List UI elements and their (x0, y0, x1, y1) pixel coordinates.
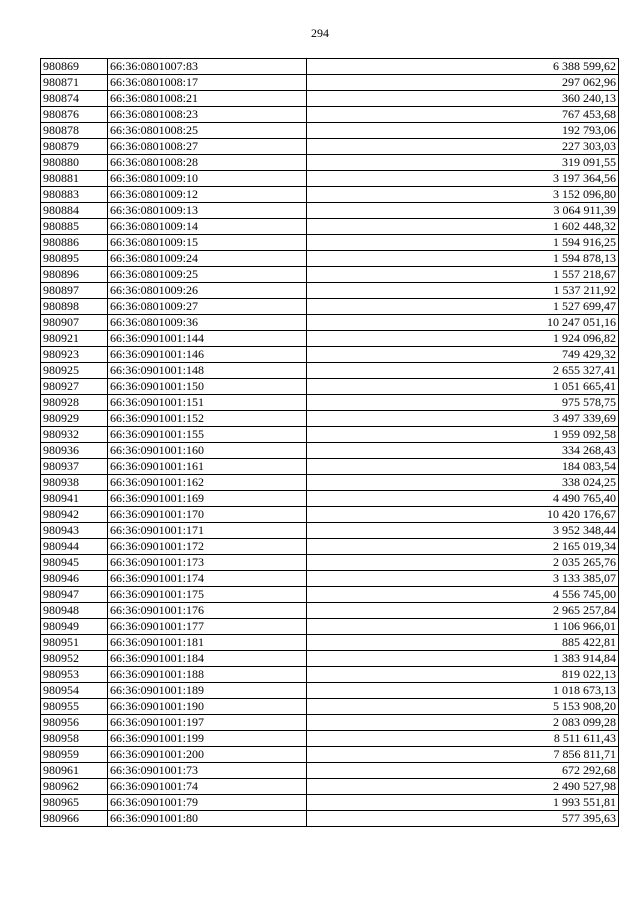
cadastral-number-cell: 66:36:0901001:169 (108, 491, 307, 507)
amount-cell: 319 091,55 (307, 155, 619, 171)
cadastral-number-cell: 66:36:0901001:151 (108, 395, 307, 411)
cadastral-number-cell: 66:36:0901001:189 (108, 683, 307, 699)
registry-table-body (41, 59, 619, 827)
row-id-cell: 980937 (41, 459, 108, 475)
row-id-cell: 980927 (41, 379, 108, 395)
row-id-cell: 980966 (41, 811, 108, 827)
table-row (41, 171, 619, 187)
row-id-cell: 980923 (41, 347, 108, 363)
cadastral-number-cell: 66:36:0901001:150 (108, 379, 307, 395)
amount-cell: 767 453,68 (307, 107, 619, 123)
table-row (41, 779, 619, 795)
row-id-cell: 980941 (41, 491, 108, 507)
cadastral-number-cell: 66:36:0901001:80 (108, 811, 307, 827)
cadastral-number-cell: 66:36:0801008:23 (108, 107, 307, 123)
table-row (41, 91, 619, 107)
row-id-cell: 980945 (41, 555, 108, 571)
table-row (41, 443, 619, 459)
cadastral-number-cell: 66:36:0801007:83 (108, 59, 307, 75)
row-id-cell: 980932 (41, 427, 108, 443)
table-row (41, 475, 619, 491)
cadastral-number-cell: 66:36:0801008:17 (108, 75, 307, 91)
amount-cell: 1 594 916,25 (307, 235, 619, 251)
cadastral-number-cell: 66:36:0901001:73 (108, 763, 307, 779)
table-row (41, 219, 619, 235)
cadastral-number-cell: 66:36:0901001:146 (108, 347, 307, 363)
cadastral-number-cell: 66:36:0801009:25 (108, 267, 307, 283)
row-id-cell: 980876 (41, 107, 108, 123)
cadastral-number-cell: 66:36:0901001:79 (108, 795, 307, 811)
table-row (41, 523, 619, 539)
row-id-cell: 980880 (41, 155, 108, 171)
cadastral-number-cell: 66:36:0801008:21 (108, 91, 307, 107)
row-id-cell: 980895 (41, 251, 108, 267)
row-id-cell: 980956 (41, 715, 108, 731)
cadastral-number-cell: 66:36:0801009:26 (108, 283, 307, 299)
table-row (41, 491, 619, 507)
row-id-cell: 980898 (41, 299, 108, 315)
row-id-cell: 980958 (41, 731, 108, 747)
row-id-cell: 980952 (41, 651, 108, 667)
row-id-cell: 980878 (41, 123, 108, 139)
row-id-cell: 980897 (41, 283, 108, 299)
cadastral-number-cell: 66:36:0801009:24 (108, 251, 307, 267)
table-row (41, 651, 619, 667)
amount-cell: 3 197 364,56 (307, 171, 619, 187)
amount-cell: 2 965 257,84 (307, 603, 619, 619)
amount-cell: 5 153 908,20 (307, 699, 619, 715)
amount-cell: 1 993 551,81 (307, 795, 619, 811)
table-row (41, 395, 619, 411)
amount-cell: 1 106 966,01 (307, 619, 619, 635)
table-row (41, 587, 619, 603)
cadastral-number-cell: 66:36:0901001:197 (108, 715, 307, 731)
row-id-cell: 980886 (41, 235, 108, 251)
table-row (41, 267, 619, 283)
amount-cell: 1 018 673,13 (307, 683, 619, 699)
row-id-cell: 980883 (41, 187, 108, 203)
amount-cell: 1 527 699,47 (307, 299, 619, 315)
cadastral-number-cell: 66:36:0801009:36 (108, 315, 307, 331)
cadastral-number-cell: 66:36:0801009:12 (108, 187, 307, 203)
table-row (41, 379, 619, 395)
table-row (41, 731, 619, 747)
amount-cell: 2 165 019,34 (307, 539, 619, 555)
table-row (41, 299, 619, 315)
amount-cell: 297 062,96 (307, 75, 619, 91)
row-id-cell: 980881 (41, 171, 108, 187)
row-id-cell: 980947 (41, 587, 108, 603)
amount-cell: 749 429,32 (307, 347, 619, 363)
table-row (41, 699, 619, 715)
amount-cell: 1 557 218,67 (307, 267, 619, 283)
table-row (41, 283, 619, 299)
table-row (41, 539, 619, 555)
table-row (41, 347, 619, 363)
amount-cell: 334 268,43 (307, 443, 619, 459)
cadastral-number-cell: 66:36:0901001:161 (108, 459, 307, 475)
table-row (41, 811, 619, 827)
table-row (41, 571, 619, 587)
cadastral-number-cell: 66:36:0901001:177 (108, 619, 307, 635)
amount-cell: 1 594 878,13 (307, 251, 619, 267)
row-id-cell: 980869 (41, 59, 108, 75)
amount-cell: 6 388 599,62 (307, 59, 619, 75)
amount-cell: 4 490 765,40 (307, 491, 619, 507)
amount-cell: 1 051 665,41 (307, 379, 619, 395)
table-row (41, 107, 619, 123)
row-id-cell: 980954 (41, 683, 108, 699)
table-row (41, 619, 619, 635)
cadastral-number-cell: 66:36:0901001:74 (108, 779, 307, 795)
cadastral-number-cell: 66:36:0901001:174 (108, 571, 307, 587)
amount-cell: 1 537 211,92 (307, 283, 619, 299)
cadastral-number-cell: 66:36:0801009:27 (108, 299, 307, 315)
cadastral-number-cell: 66:36:0801009:10 (108, 171, 307, 187)
amount-cell: 2 490 527,98 (307, 779, 619, 795)
amount-cell: 1 959 092,58 (307, 427, 619, 443)
table-row (41, 155, 619, 171)
amount-cell: 3 952 348,44 (307, 523, 619, 539)
cadastral-number-cell: 66:36:0801008:25 (108, 123, 307, 139)
amount-cell: 819 022,13 (307, 667, 619, 683)
table-row (41, 139, 619, 155)
row-id-cell: 980879 (41, 139, 108, 155)
row-id-cell: 980949 (41, 619, 108, 635)
table-row (41, 603, 619, 619)
table-row (41, 795, 619, 811)
table-row (41, 635, 619, 651)
row-id-cell: 980959 (41, 747, 108, 763)
amount-cell: 3 133 385,07 (307, 571, 619, 587)
amount-cell: 2 083 099,28 (307, 715, 619, 731)
row-id-cell: 980874 (41, 91, 108, 107)
amount-cell: 975 578,75 (307, 395, 619, 411)
cadastral-number-cell: 66:36:0901001:171 (108, 523, 307, 539)
table-row (41, 331, 619, 347)
row-id-cell: 980953 (41, 667, 108, 683)
table-row (41, 235, 619, 251)
cadastral-number-cell: 66:36:0901001:184 (108, 651, 307, 667)
row-id-cell: 980921 (41, 331, 108, 347)
amount-cell: 885 422,81 (307, 635, 619, 651)
amount-cell: 192 793,06 (307, 123, 619, 139)
table-row (41, 75, 619, 91)
row-id-cell: 980884 (41, 203, 108, 219)
row-id-cell: 980896 (41, 267, 108, 283)
amount-cell: 3 497 339,69 (307, 411, 619, 427)
cadastral-number-cell: 66:36:0901001:200 (108, 747, 307, 763)
table-row (41, 123, 619, 139)
amount-cell: 10 247 051,16 (307, 315, 619, 331)
row-id-cell: 980962 (41, 779, 108, 795)
row-id-cell: 980955 (41, 699, 108, 715)
row-id-cell: 980943 (41, 523, 108, 539)
row-id-cell: 980871 (41, 75, 108, 91)
row-id-cell: 980965 (41, 795, 108, 811)
amount-cell: 1 602 448,32 (307, 219, 619, 235)
cadastral-number-cell: 66:36:0901001:173 (108, 555, 307, 571)
cadastral-number-cell: 66:36:0901001:152 (108, 411, 307, 427)
amount-cell: 2 655 327,41 (307, 363, 619, 379)
row-id-cell: 980944 (41, 539, 108, 555)
cadastral-number-cell: 66:36:0801009:13 (108, 203, 307, 219)
cadastral-number-cell: 66:36:0901001:155 (108, 427, 307, 443)
cadastral-number-cell: 66:36:0901001:181 (108, 635, 307, 651)
amount-cell: 227 303,03 (307, 139, 619, 155)
table-row (41, 59, 619, 75)
table-row (41, 715, 619, 731)
table-row (41, 683, 619, 699)
amount-cell: 360 240,13 (307, 91, 619, 107)
amount-cell: 338 024,25 (307, 475, 619, 491)
page-number: 294 (311, 26, 329, 40)
cadastral-number-cell: 66:36:0901001:188 (108, 667, 307, 683)
table-row (41, 203, 619, 219)
registry-table (40, 58, 619, 827)
table-row (41, 459, 619, 475)
cadastral-number-cell: 66:36:0801009:15 (108, 235, 307, 251)
cadastral-number-cell: 66:36:0901001:199 (108, 731, 307, 747)
row-id-cell: 980938 (41, 475, 108, 491)
row-id-cell: 980936 (41, 443, 108, 459)
cadastral-number-cell: 66:36:0901001:176 (108, 603, 307, 619)
row-id-cell: 980925 (41, 363, 108, 379)
row-id-cell: 980961 (41, 763, 108, 779)
amount-cell: 8 511 611,43 (307, 731, 619, 747)
table-row (41, 363, 619, 379)
amount-cell: 4 556 745,00 (307, 587, 619, 603)
row-id-cell: 980946 (41, 571, 108, 587)
table-row (41, 187, 619, 203)
amount-cell: 1 383 914,84 (307, 651, 619, 667)
table-row (41, 251, 619, 267)
row-id-cell: 980929 (41, 411, 108, 427)
cadastral-number-cell: 66:36:0901001:148 (108, 363, 307, 379)
table-row (41, 555, 619, 571)
row-id-cell: 980951 (41, 635, 108, 651)
row-id-cell: 980942 (41, 507, 108, 523)
amount-cell: 2 035 265,76 (307, 555, 619, 571)
amount-cell: 184 083,54 (307, 459, 619, 475)
amount-cell: 3 152 096,80 (307, 187, 619, 203)
amount-cell: 3 064 911,39 (307, 203, 619, 219)
cadastral-number-cell: 66:36:0901001:172 (108, 539, 307, 555)
row-id-cell: 980948 (41, 603, 108, 619)
row-id-cell: 980907 (41, 315, 108, 331)
table-row (41, 411, 619, 427)
amount-cell: 672 292,68 (307, 763, 619, 779)
cadastral-number-cell: 66:36:0801009:14 (108, 219, 307, 235)
cadastral-number-cell: 66:36:0901001:144 (108, 331, 307, 347)
row-id-cell: 980885 (41, 219, 108, 235)
cadastral-number-cell: 66:36:0901001:162 (108, 475, 307, 491)
amount-cell: 7 856 811,71 (307, 747, 619, 763)
table-row (41, 747, 619, 763)
table-row (41, 427, 619, 443)
cadastral-number-cell: 66:36:0901001:170 (108, 507, 307, 523)
cadastral-number-cell: 66:36:0801008:27 (108, 139, 307, 155)
cadastral-number-cell: 66:36:0901001:190 (108, 699, 307, 715)
table-row (41, 315, 619, 331)
table-row (41, 667, 619, 683)
table-row (41, 507, 619, 523)
table-row (41, 763, 619, 779)
cadastral-number-cell: 66:36:0901001:175 (108, 587, 307, 603)
cadastral-number-cell: 66:36:0801008:28 (108, 155, 307, 171)
amount-cell: 1 924 096,82 (307, 331, 619, 347)
cadastral-number-cell: 66:36:0901001:160 (108, 443, 307, 459)
row-id-cell: 980928 (41, 395, 108, 411)
amount-cell: 10 420 176,67 (307, 507, 619, 523)
amount-cell: 577 395,63 (307, 811, 619, 827)
